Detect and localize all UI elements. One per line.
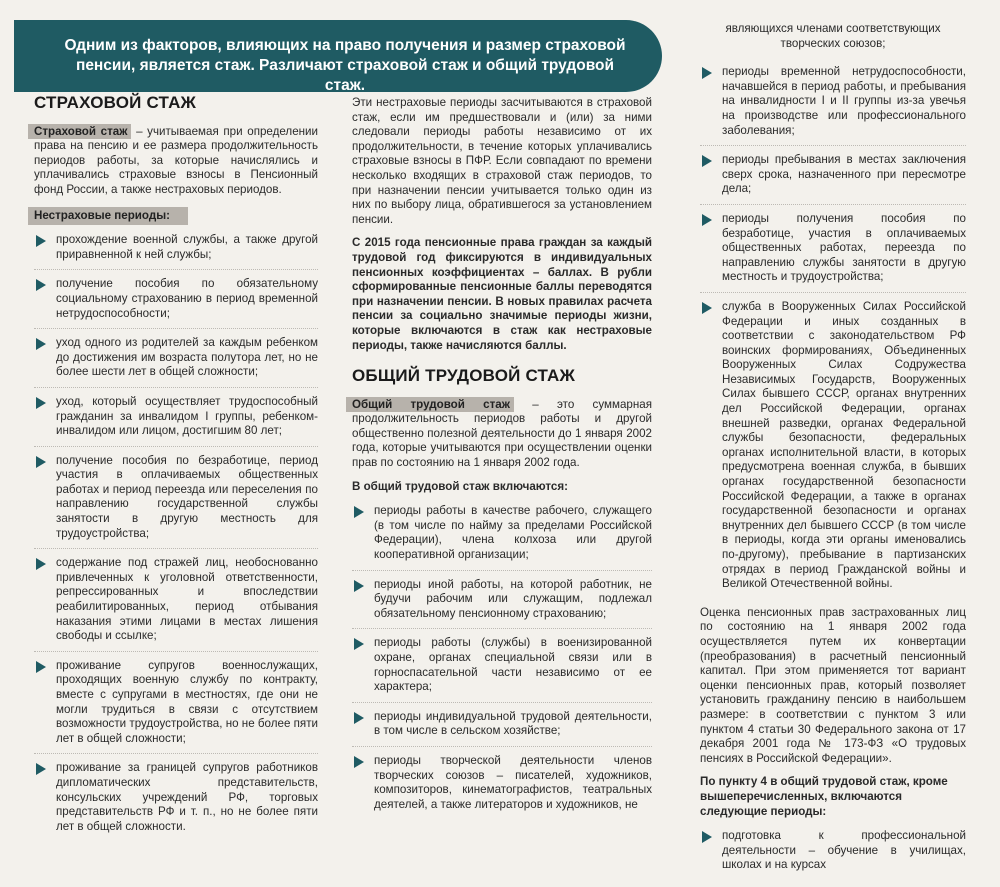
list-item: проживание за границей супругов работников дипломатических представительств, консульских учреждений РФ, торговых представительств РФ и т. п., но не более пяти лет в общей сложности. <box>34 761 318 841</box>
bullet-triangle-icon <box>702 155 712 167</box>
bullet-triangle-icon <box>36 456 46 468</box>
bullet-triangle-icon <box>354 580 364 592</box>
bullet-triangle-icon <box>36 661 46 673</box>
paragraph-pension-points: С 2015 года пенсионные права граждан за каждый трудовой год фиксируются в индивидуальных пенсионных коэффициентах – баллах. В рубли сформированные пенсионные баллы переводятся при назначении пенсии. В новых правилах расчета пенсии за социально значимые периоды жизни, которые включаются в стаж как нестраховые периоды, также начисляются баллы. <box>352 236 652 352</box>
list-item: уход, который осуществляет трудоспособный гражданин за инвалидом I группы, ребенком-инвалидом или лицом, достигшим 80 лет; <box>34 395 318 447</box>
column-insurance-experience <box>34 93 319 848</box>
paragraph-pension-rights-assessment: Оценка пенсионных прав застрахованных лиц по состоянию на 1 января 2002 года осуществляется путем их конвертации (преобразования) в расчетный пенсионный капитал. При этом применяется тот вариант оценки пенсионных прав, который позволяет установить гражданину пенсию в наибольшем размере: в соответствии с пунктом 3 или пунктом 4 статьи 30 Федерального закона от 17 декабря 2001 года № 173-ФЗ «О трудовых пенсиях в Российской Федерации». <box>700 605 966 765</box>
list-item: периоды индивидуальной трудовой деятельности, в том числе в сельском хозяйстве; <box>352 710 652 747</box>
definition-text: – это суммарная продолжительность периодов работы и другой общественно полезной деятельности до 1 января 2002 года, которые учитываются при осуществлении оценки прав по состоянию на 1 января 2002 года. <box>352 397 652 470</box>
non-insurance-periods-list <box>34 233 318 841</box>
bullet-triangle-icon <box>36 235 46 247</box>
bullet-triangle-icon <box>36 763 46 775</box>
column-general-experience <box>352 96 652 826</box>
heading-insurance-experience: СТРАХОВОЙ СТАЖ <box>34 93 197 112</box>
list-item: получение пособия по безработице, период участия в оплачиваемых общественных работах и период переезда или переселения по направлению государственной службы занятости в другую местность для трудоустройства; <box>34 454 318 550</box>
point-4-list <box>700 829 966 880</box>
bullet-triangle-icon <box>354 712 364 724</box>
subheading-non-insurance-periods: Нестраховые периоды: <box>28 207 188 226</box>
list-item: подготовка к профессиональной деятельности – обучение в училищах, школах и на курсах <box>700 829 966 880</box>
list-item: периоды работы в качестве рабочего, служащего (в том числе по найму за пределами Российской Федерации), члена колхоза или другой кооперативной организации; <box>352 504 652 570</box>
list-item: периоды получения пособия по безработице, участия в оплачиваемых общественных работах, переезда по направлению службы занятости в другую местность и трудоустройства; <box>700 212 966 293</box>
paragraph-non-insurance-credit: Эти нестраховые периоды засчитываются в страховой стаж, если им предшествовали и (или) за ними следовали периоды работы независимо от их продолжительности, в течение которых уплачивались страховые взносы в ПФР. Если совпадают по времени несколько входящих в страховой стаж периодов, то при назначении пенсии учитывается только один из них по выбору лица, обратившегося за установлением пенсии. <box>352 96 652 226</box>
bullet-triangle-icon <box>354 506 364 518</box>
bullet-triangle-icon <box>36 558 46 570</box>
column-continued <box>700 22 966 887</box>
bullet-triangle-icon <box>354 638 364 650</box>
bullet-triangle-icon <box>702 302 712 314</box>
continued-text: являющихся членами соответствующих творческих союзов; <box>725 22 941 50</box>
term-general-experience: Общий трудовой стаж <box>346 397 514 412</box>
bullet-triangle-icon <box>702 214 712 226</box>
list-item: содержание под стражей лиц, необоснованно привлеченных к уголовной ответственности, репрессированных и впоследствии реабилитированных, период отбывания наказания этими лицами в местах лишения свободы и ссылке; <box>34 556 318 652</box>
bullet-triangle-icon <box>702 67 712 79</box>
subheading-included-periods: В общий трудовой стаж включаются: <box>352 479 569 493</box>
list-item: служба в Вооруженных Силах Российской Федерации и иных созданных в соответствии с законодательством РФ воинских формированиях, Объединенных Вооруженных Силах Содружества Независимых Государств, Вооруженных Силах бывшего СССР, органах внутренних дел Российской Федерации, органах внешней разведки, органах Федеральной службы безопасности, федеральных органах исполнительной власти, в которых предусмотрена военная служба, в бывших органах государственной безопасности Российской Федерации, а также в органах государственной безопасности и органах внутренних дел бывшего СССР (в том числе в периоды, когда эти органы именовались по-другому), пребывание в партизанских отрядах в период Гражданской войны и Великой Отечественной войны. <box>700 300 966 599</box>
bullet-triangle-icon <box>36 279 46 291</box>
list-item: периоды творческой деятельности членов творческих союзов – писателей, художников, композиторов, кинематографистов, театральных деятелей, а также литераторов и художников, не <box>352 754 652 819</box>
bullet-triangle-icon <box>36 397 46 409</box>
banner-text: Одним из факторов, влияющих на право получения и размер страховой пенсии, является стаж. Различают страховой стаж и общий трудовой стаж. <box>64 37 626 94</box>
bullet-triangle-icon <box>702 831 712 843</box>
intro-banner <box>14 20 662 92</box>
subheading-point-4: По пункту 4 в общий трудовой стаж, кроме вышеперечисленных, включаются следующие периоды: <box>700 775 948 818</box>
list-item: периоды временной нетрудоспособности, начавшейся в период работы, и пребывания на инвалидности I и II группы из-за увечья на производстве или профессионального заболевания; <box>700 65 966 146</box>
definition-text: – учитываемая при определении права на пенсию и ее размера продолжительность периодов работы, за которые начислялись и уплачивались страховые взносы в Пенсионный фонд России, а также нестраховых периодов. <box>34 124 319 196</box>
definition-insurance-experience <box>34 125 318 198</box>
list-item: периоды работы (службы) в военизированной охране, органах специальной связи или в горноспасательной части независимо от ее характера; <box>352 636 652 702</box>
continued-list <box>700 65 966 599</box>
definition-general-experience <box>352 398 652 471</box>
heading-general-experience: ОБЩИЙ ТРУДОВОЙ СТАЖ <box>352 366 576 386</box>
list-item: получение пособия по обязательному социальному страхованию в период временной нетрудоспособности; <box>34 277 318 329</box>
list-item: прохождение военной службы, а также другой приравненной к ней службы; <box>34 233 318 270</box>
bullet-triangle-icon <box>36 338 46 350</box>
list-item: периоды иной работы, на которой работник, не будучи рабочим или служащим, подлежал обязательному пенсионному страхованию; <box>352 578 652 630</box>
list-item: периоды пребывания в местах заключения сверх срока, назначенного при пересмотре дела; <box>700 153 966 205</box>
term-insurance-experience: Страховой стаж <box>28 124 131 139</box>
list-item: проживание супругов военнослужащих, проходящих военную службу по контракту, вместе с супругами в местностях, где они не могли трудиться в связи с отсутствием возможности трудоустройства, но не более пяти лет в общей сложности; <box>34 659 318 755</box>
bullet-triangle-icon <box>354 756 364 768</box>
list-item: уход одного из родителей за каждым ребенком до достижения им возраста полутора лет, но не более шести лет в общей сложности; <box>34 336 318 388</box>
general-experience-list <box>352 504 652 819</box>
